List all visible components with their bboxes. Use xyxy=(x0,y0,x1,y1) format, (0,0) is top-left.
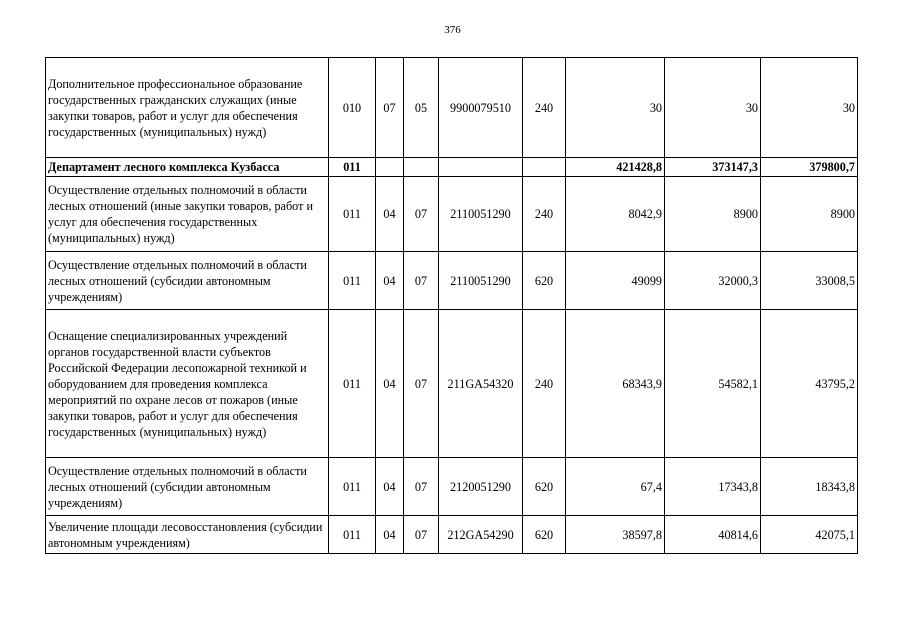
target-code xyxy=(439,158,523,177)
target-code: 2110051290 xyxy=(439,177,523,252)
subsection-code: 07 xyxy=(404,310,439,458)
sum-year-1: 30 xyxy=(566,58,665,158)
row-name: Дополнительное профессиональное образование государственных гражданских служащих (иные закупки товаров, работ и услуг для обеспечения государственных (муниципальных) нужд) xyxy=(46,58,329,158)
table-row xyxy=(46,310,858,458)
sum-year-3: 42075,1 xyxy=(761,516,858,554)
expense-type-code: 240 xyxy=(523,310,566,458)
expense-type-code: 620 xyxy=(523,252,566,310)
row-name: Оснащение специализированных учреждений органов государственной власти субъектов Российской Федерации лесопожарной техникой и оборудованием для проведения комплекса мероприятий по охране лесов от пожаров (иные закупки товаров, работ и услуг для обеспечения государственных (муниципальных) нужд) xyxy=(46,310,329,458)
row-name: Департамент лесного комплекса Кузбасса xyxy=(46,158,329,177)
table-row xyxy=(46,177,858,252)
row-name: Увеличение площади лесовосстановления (субсидии автономным учреждениям) xyxy=(46,516,329,554)
sum-year-1: 38597,8 xyxy=(566,516,665,554)
sum-year-2: 8900 xyxy=(665,177,761,252)
sum-year-3: 18343,8 xyxy=(761,458,858,516)
subsection-code: 07 xyxy=(404,458,439,516)
sum-year-1: 68343,9 xyxy=(566,310,665,458)
section-code: 04 xyxy=(376,252,404,310)
expense-type-code: 240 xyxy=(523,58,566,158)
target-code: 212GA54290 xyxy=(439,516,523,554)
expense-type-code: 620 xyxy=(523,458,566,516)
sum-year-1: 421428,8 xyxy=(566,158,665,177)
sum-year-1: 49099 xyxy=(566,252,665,310)
sum-year-3: 379800,7 xyxy=(761,158,858,177)
ministry-code: 010 xyxy=(329,58,376,158)
section-code: 04 xyxy=(376,177,404,252)
table-row xyxy=(46,458,858,516)
expense-type-code: 240 xyxy=(523,177,566,252)
target-code: 211GA54320 xyxy=(439,310,523,458)
table-row xyxy=(46,252,858,310)
ministry-code: 011 xyxy=(329,516,376,554)
target-code: 2120051290 xyxy=(439,458,523,516)
section-code: 04 xyxy=(376,458,404,516)
section-code xyxy=(376,158,404,177)
page-number: 376 xyxy=(444,24,461,36)
table-row-department xyxy=(46,158,858,177)
sum-year-3: 43795,2 xyxy=(761,310,858,458)
target-code: 2110051290 xyxy=(439,252,523,310)
table-row xyxy=(46,58,858,158)
subsection-code: 07 xyxy=(404,177,439,252)
sum-year-1: 8042,9 xyxy=(566,177,665,252)
expense-type-code xyxy=(523,158,566,177)
row-name: Осуществление отдельных полномочий в области лесных отношений (иные закупки товаров, работ и услуг для обеспечения государственных (муниципальных) нужд) xyxy=(46,177,329,252)
sum-year-2: 17343,8 xyxy=(665,458,761,516)
row-name: Осуществление отдельных полномочий в области лесных отношений (субсидии автономным учреждениям) xyxy=(46,252,329,310)
target-code: 9900079510 xyxy=(439,58,523,158)
sum-year-2: 32000,3 xyxy=(665,252,761,310)
subsection-code: 07 xyxy=(404,516,439,554)
ministry-code: 011 xyxy=(329,158,376,177)
section-code: 04 xyxy=(376,516,404,554)
subsection-code: 05 xyxy=(404,58,439,158)
table-row xyxy=(46,516,858,554)
sum-year-2: 373147,3 xyxy=(665,158,761,177)
sum-year-1: 67,4 xyxy=(566,458,665,516)
sum-year-2: 54582,1 xyxy=(665,310,761,458)
subsection-code: 07 xyxy=(404,252,439,310)
row-name: Осуществление отдельных полномочий в области лесных отношений (субсидии автономным учреждениям) xyxy=(46,458,329,516)
subsection-code xyxy=(404,158,439,177)
budget-table xyxy=(45,57,858,554)
ministry-code: 011 xyxy=(329,177,376,252)
section-code: 04 xyxy=(376,310,404,458)
sum-year-2: 40814,6 xyxy=(665,516,761,554)
ministry-code: 011 xyxy=(329,310,376,458)
sum-year-3: 33008,5 xyxy=(761,252,858,310)
sum-year-2: 30 xyxy=(665,58,761,158)
sum-year-3: 8900 xyxy=(761,177,858,252)
expense-type-code: 620 xyxy=(523,516,566,554)
section-code: 07 xyxy=(376,58,404,158)
sum-year-3: 30 xyxy=(761,58,858,158)
ministry-code: 011 xyxy=(329,458,376,516)
ministry-code: 011 xyxy=(329,252,376,310)
